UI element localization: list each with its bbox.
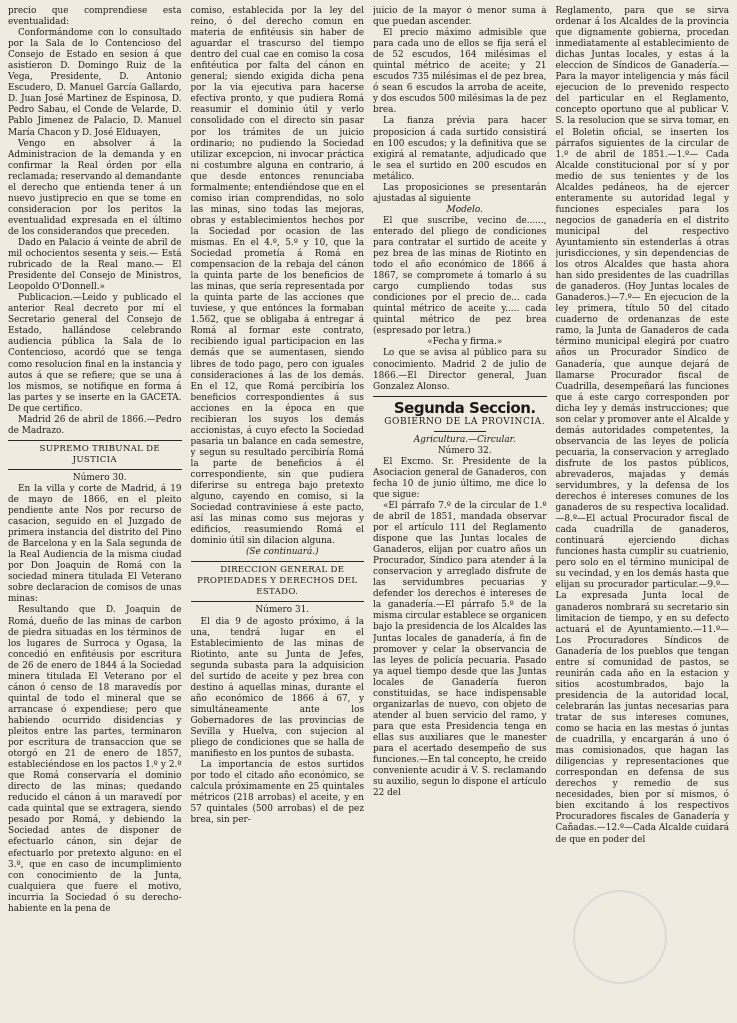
paragraph: Resultando que D. Joaquin de Romá, dueño de las minas de carbon de piedra situadas en los términos de los lugares de Surroca y Ogasa, la concedió en enfitéusis por escritura de 26 de enero de 1844 á la Sociedad minera titulada El Veterano por el cánon ó censo de 18 maravedís por quintal de todo el mineral que se arrancase ó expendiese; pero que habiendo ocurrido disidencias y pleitos entre las partes, terminaron por escritura de transaccion que se otorgó en 21 de enero de 1857, estableciéndose en los pactos 1.º y 2.º que Romá conservaría el dominio directo de las minas; quedando reducido el cánon á un maravedí por cada quintal que se extragera, siendo pesado por Romá, y debiendo la Sociedad antes de disponer de efectuarlo cánon, sin dejar de efectuarlo por pretexto alguno: en el 3.º, que en caso de incumplimiento con conocimiento de la Junta, cualquiera que fuere el motivo, incurria la Sociedad ó su derecho-habiente en la pena de — [8, 605, 182, 914]
column-4 — [556, 6, 730, 1023]
paragraph: Lo que se avisa al público para su conocimiento. Madrid 2 de julio de 1866.—El Director general, Juan Gonzalez Alonso. — [373, 348, 547, 392]
columns — [8, 6, 729, 1023]
paragraph: El que suscribe, vecino de......, enterado del pliego de condiciones para contratar el surtido de aceite y pez brea de las minas de Riotinto en todo el año económico de 1866 á 1867, se compromete á tomarlo á su cargo cumpliendo todas sus condiciones por el precio de... cada quintal métrico de aceite y..... cada quintal métrico de pez brea (espresado por letra.) — [373, 215, 547, 337]
column-2 — [191, 6, 365, 1023]
paragraph: Publicacion.—Leido y publicado el anterior Real decreto por mí el Secretario general del Consejo de Estado, hallándose celebrando audiencia pública la Sala de lo Contencioso, acordó que se tenga como resolucion final en la instancia y autos á que se refiere; que se una á los mismos, se notifique en forma á las partes y se inserte en la GACETA. De que certifico. — [8, 293, 182, 414]
paragraph: La fianza prévia para hacer proposicion á cada surtido consistirá en 100 escudos; y la definitiva que se exigirá al rematante, adjudicado que le sea el surtido en 200 escudos en metálico. — [373, 116, 547, 182]
paragraph: «El párrafo 7.º de la circular de 1.º de abril de 1851, mandada observar por el artículo 111 del Reglamento dispone que las Juntas locales de Ganaderos, elijan por cuatro años un Procurador, Síndico para atender á la conservacion y arreglado disfrute de las servidumbres pecuarias y defender los derechos é intereses de la ganadería.—El párrafo 5.º de la misma circular establece se organicen bajo la presidencia de los Alcaldes las Juntas locales de ganadería, á fin de promover y celar la observancia de las leyes de policía pecuaria. Pasado ya aquel tiempo desde que las Juntas locales de Ganadería fueron constituidas, se hace indispensable organizarlas de nuevo, con objeto de atender al buen servicio del ramo, y para que esta Presidencia tenga en ellas sus auxiliares que le manester para el acertado desempeño de sus funciones.—En tal concepto, he creido conveniente acudir á V. S. reclamando su auxilio, segun lo dispone el artículo 22 del — [373, 500, 547, 799]
short-divider — [434, 431, 486, 432]
model-heading: Modelo. — [446, 204, 483, 215]
number-heading: Número 30. — [72, 472, 127, 483]
paragraph: Madrid 26 de abril de 1866.—Pedro de Madrazo. — [8, 414, 182, 436]
divider — [191, 601, 365, 602]
paragraph: precio que comprendiese esta eventualidad: — [8, 6, 182, 28]
paragraph: El precio máximo admisible que para cada uno de ellos se fija será el de 52 escudos, 164 milésimas el quintal métrico de aceite; y 21 escudos 735 milésimas el de pez brea, ó sean 6 escudos la arroba de aceite, y dos escudos 500 milésimas la de pez brea. — [373, 28, 547, 116]
government-heading: GOBIERNO DE LA PROVINCIA. — [384, 416, 546, 427]
column-3 — [373, 6, 547, 1023]
paragraph: juicio de la mayor ó menor suma á que puedan ascender. — [373, 6, 547, 28]
paragraph: En la villa y corte de Madrid, á 19 de mayo de 1866, en el pleito pendiente ante Nos por recurso de casacion, seguido en el Juzgado de primera instancia del distrito del Pino de Barcelona y en la Sala segunda de la Real Audiencia de la misma ciudad por Don Joaquin de Romá con la sociedad minera titulada El Veterano sobre declaracion de comisos de unas minas: — [8, 483, 182, 605]
paragraph: Las proposiciones se presentarán ajustadas al siguiente — [373, 182, 547, 204]
column-1 — [8, 6, 182, 1023]
paragraph: La importancia de estos surtidos por todo el citado año económico, se calcula próximamente en 25 quintales métricos (218 arrobas) el aceite, y en 57 quintales (500 arrobas) el de pez brea, sin per- — [190, 760, 364, 826]
divider — [191, 561, 365, 562]
number-heading: Número 31. — [255, 605, 310, 616]
court-heading: SUPREMO TRIBUNAL DE JUSTICIA — [39, 443, 160, 465]
continues-note: (Se continuará.) — [245, 547, 319, 558]
paragraph: Conformándome con lo consultado por la Sala de lo Contencioso del Consejo de Estado en sesion á que asistieron D. Domingo Ruiz de la Vega, Presidente, D. Antonio Escudero, D. Manuel García Gallardo, D. Juan José Martinez de Espinosa, D. Pedro Sabau, el Conde de Velarde, D. Pablo Jimenez de Palacio, D. Manuel María Chacon y D. José Elduayen, — [8, 28, 182, 138]
number-heading: Número 32. — [437, 445, 492, 456]
circular-heading: Agricultura.—Circular. — [413, 434, 516, 445]
divider — [8, 469, 182, 470]
paragraph: comiso, establecida por la ley del reino, ó del derecho comun en materia de enfitéusis sin haber de aguardar el trascurso del tiempo dentro del cual cae en comiso la cosa enfitéutica por falta del cánon en general; siendo exigida dicha pena por la via ejecutiva para hacerse efectiva pronto, y que pudiera Romá reasumir el dominio útil y verlo consolidado con el directo sin pasar por los trámites de un juicio ordinario; no pudiendo la Sociedad utilizar excepcion, ni invocar práctica ni costumbre alguna en contrario, á que desde entonces renunciaba formalmente; entendiéndose que en el comiso irian comprendidas, no solo las minas, sino todas las mejoras, obras y establecimientos hechos por la Sociedad por ocasion de las mismas. En el 4.º, 5.º y 10, que la Sociedad prometía á Romá en compensacion de la rebaja del cánon la quinta parte de los beneficios de las minas, que sería representada por la quinta parte de las acciones que tuviese, y que entónces la formaban 1.562, que se obligaba á entregar á Romá al formar este contrato, recibiendo igual participacion en las demás que se aumentasen, siendo libres de todo pago, pero con iguales consideraciones á las de los demás. En el 12, que Romá percibiría los beneficios correspondientes á sus acciones en la época en que recibieran los suyos los demás accionistas, á cuyo efecto la Sociedad pasaria un balance en cada semestre, y segun su resultado percibiría Romá la parte de beneficios á él correspondiente, sin que pudiera diferirse su entrega bajo pretexto alguno, cayendo en comiso, si la Sociedad contraviniese á este pacto, así las minas como sus mejoras y edificios, reasumiendo Romá el dominio útil sin dilacion alguna. — [190, 6, 364, 547]
paragraph: Reglamento, para que se sirva ordenar á los Alcaldes de la provincia que dignamente gobierna, procedan inmediatamente al establecimiento de dichas Juntas locales, y estas á la eleccion de Síndicos de Ganadería.—Para la mayor inteligencia y más fácil ejecucion de lo prevenido respecto del particular en el Reglamento, concepto oportuno que al publicar V. S. la resolucion que se sirva tomar, en el Boletin oficial, se inserten los párrafos siguientes de la circular de 1.º de abril de 1851.—1.º— Cada Alcalde constitucional por sí y por medio de sus tenientes y de los Alcaldes pedáneos, ha de ejercer enteramente su autoridad legal y funciones especiales para los negocios de ganadería en el distrito municipal del respectivo Ayuntamiento sin estenderlas á otras jurisdicciones, y sin dependencias de los otros Alcaldes que hasta ahora han sido presidentes de las cuadrillas de ganaderos. (Hoy Juntas locales de Ganaderos.)—7.º— En ejecucion de la ley primera, título 50 del citado cuaderno de ordenanzas de este ramo, la Junta de Ganaderos de cada término municipal elegirá por cuatro años un Procurador Síndico de Ganadería, que aunque dejará de llamarse Procurador fiscal de Cuadrilla, desempeñará las funciones que á este cargo corresponden por dicha ley y demás instrucciones; que son celar y promover ante el Alcalde y demás autoridades competentes, la observancia de las leyes de policía pecuaria, la conservacion y arreglado disfrute de los pastos públicos, abrevaderos, majadas y demás servidumbres, y la defensa de los derechos é intereses comunes de los ganaderos de su respectiva localidad.—8.º—El actual Procurador fiscal de cada cuadrilla de ganaderos, continuará ejerciendo dichas funciones hasta cumplir su cuatrienio, pero solo en el término municipal de su vecindad, y en los demás hasta que elijan su procurador particular.—9.º—La expresada Junta local de ganaderos nombrará su secretario sin limitacion de tiempo, y en su defecto actuará el de Ayuntamiento.—11.º—Los Procuradores Síndicos de Ganadería de los pueblos que tengan entre sí comunidad de pastos, se reunirán cada año en la estacion y sitios acostumbrados, bajo la presidencia de la autoridad local, celebrarán las juntas necesarias para tratar de sus intereses comunes, como se hacia en las mestas ó juntas de cuadrilla, y encargarán á uno ó mas comisionados, que hagan las diligencias y representaciones que correspondan en defensa de sus derechos y remedio de sus necesidades, bien por sí mismos, ó bien excitando á los respectivos Procuradores fiscales de Ganadería y Cañadas.—12.º—Cada Alcalde cuidará de que en poder del — [555, 6, 729, 845]
paragraph: Dado en Palacio á veinte de abril de mil ochocientos sesenta y seis.— Está rubricado de la Real mano.— El Presidente del Consejo de Ministros, Leopoldo O'Donnell.» — [8, 237, 182, 293]
direction-heading: DIRECCION GENERAL DE PROPIEDADES Y DERECHOS DEL ESTADO. — [197, 565, 358, 598]
paragraph: Vengo en absolver á la Administracion de la demanda y en confirmar la Real órden por ella reclamada; reservando al demandante el derecho que entienda tener á un nuevo justiprecio en que se tome en consideracion por los peritos la eventualidad expresada en el último de los considerandos que preceden. — [8, 138, 182, 237]
divider — [373, 396, 547, 397]
paragraph: El dia 9 de agosto próximo, á la una, tendrá lugar en el Establecimiento de las minas de Riotinto, ante su Junta de Jefes, segunda subasta para la adquisicion del surtido de aceite y pez brea con destino á aquellas minas, durante el año económico de 1866 á 67, y simultáneamente ante los Gobernadores de las provincias de Sevilla y Huelva, con sujecion al pliego de condiciones que se halla de manifiesto en los puntos de subasta. — [190, 616, 364, 760]
section-title: Segunda Seccion. — [393, 398, 536, 417]
paragraph: El Excmo. Sr. Presidente de la Asociacion general de Ganaderos, con fecha 10 de junio último, me dice lo que sigue: — [373, 456, 547, 500]
divider — [8, 440, 182, 441]
signature-line: «Fecha y firma.» — [427, 337, 503, 348]
